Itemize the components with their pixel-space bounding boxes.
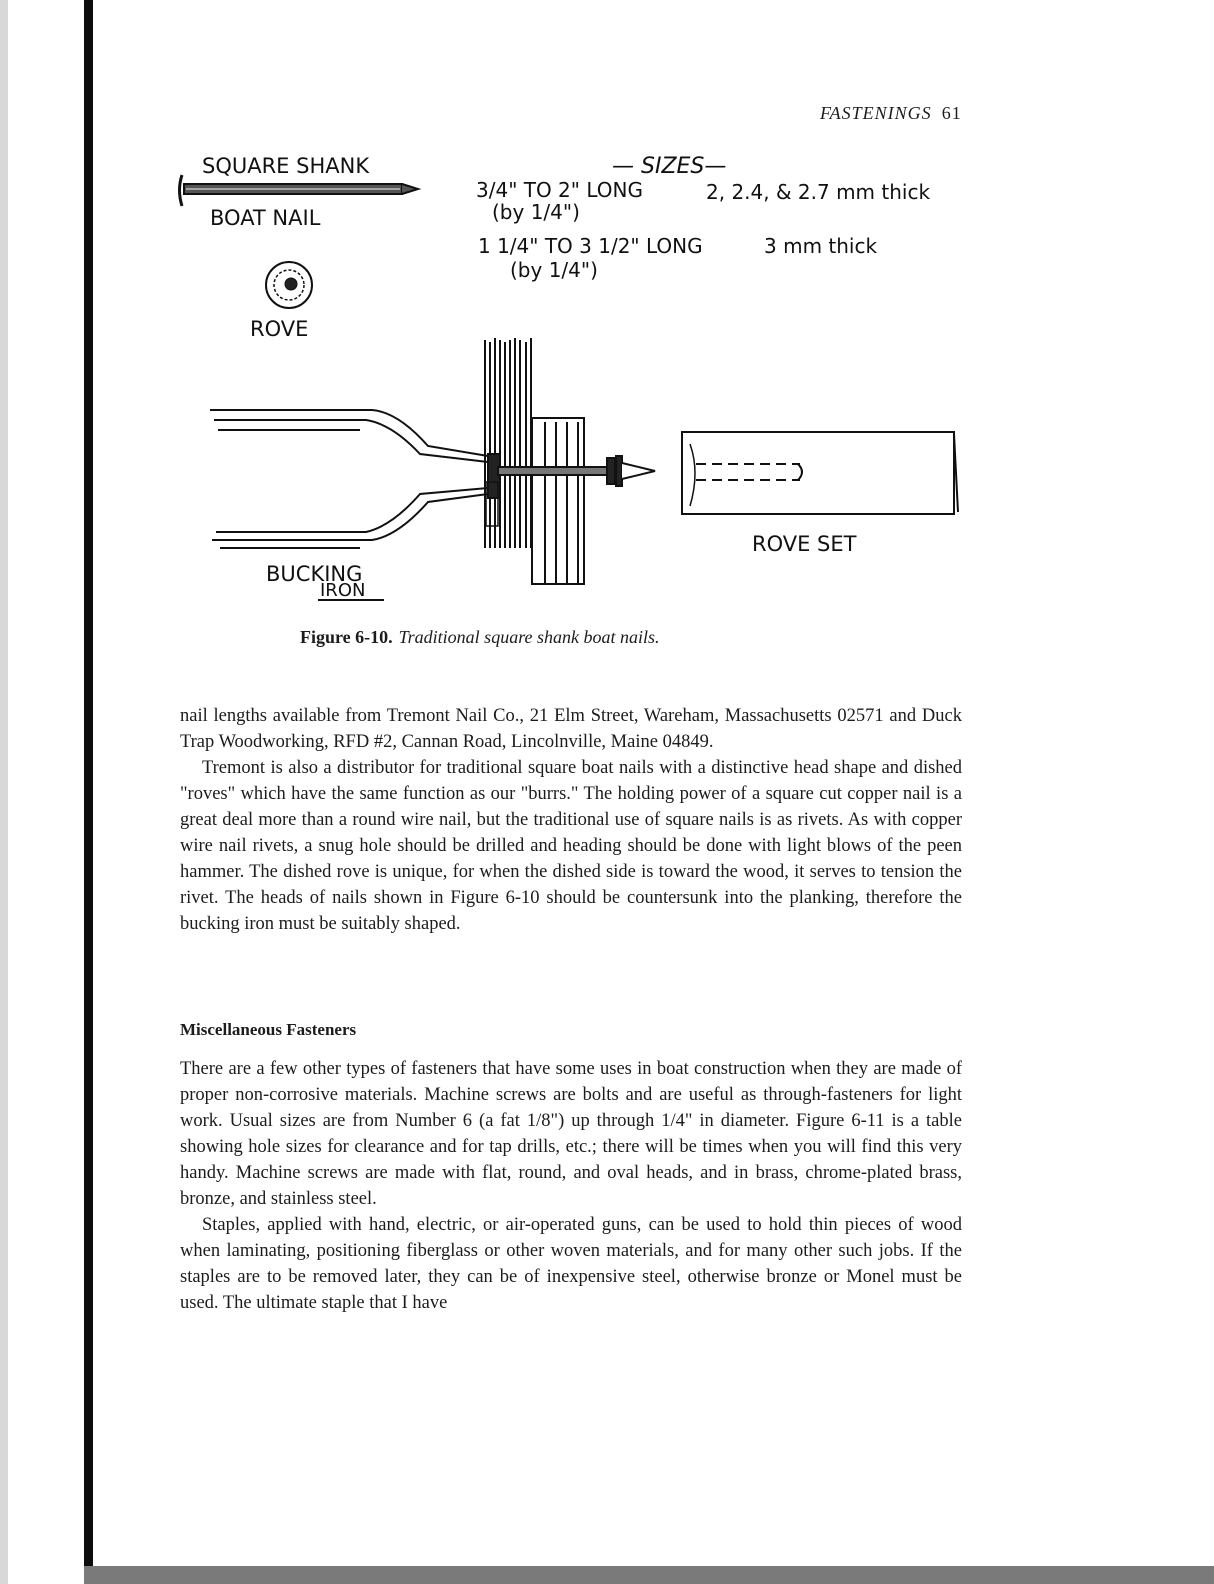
label-size1-thickness: 2, 2.4, & 2.7 mm thick	[706, 180, 931, 204]
plank-drawing	[485, 338, 531, 548]
label-rove-set: ROVE SET	[752, 532, 857, 556]
body-text-section	[180, 1056, 962, 1316]
section-heading: Miscellaneous Fasteners	[180, 1020, 357, 1039]
figure-6-10-illustration	[0, 0, 1214, 620]
running-head-section: FASTENINGS	[820, 103, 932, 123]
nail-through-drawing	[498, 456, 655, 486]
boat-nail-drawing	[180, 175, 419, 206]
label-size1-length: 3/4" TO 2" LONG	[476, 178, 643, 202]
paragraph: Staples, applied with hand, electric, or air-operated guns, can be used to hold thin pieces of wood when laminating, positioning fiberglass or other woven materials, and for many other such jobs. If the staples are to be removed later, they can be of inexpensive steel, otherwise bronze or Monel must be used. The ultimate staple that I have	[180, 1215, 962, 1313]
label-sizes-title: — SIZES—	[612, 154, 727, 179]
paragraph: Tremont is also a distributor for traditional square boat nails with a distinctive head shape and dished "roves" which have the same function as our "burrs." The holding power of a square cut copper nail is a great deal more than a round wire nail, but the traditional use of square nails is as rivets. As with copper wire nail rivets, a snug hole should be drilled and heading should be done with light blows of the peen hammer. The dished rove is unique, for when the dished side is toward the wood, it serves to tension the rivet. The heads of nails shown in Figure 6-10 should be countersunk into the planking, therefore the bucking iron must be suitably shaped.	[180, 758, 962, 934]
rove-set-drawing	[682, 432, 958, 514]
label-iron: IRON	[320, 580, 366, 601]
label-square-shank: SQUARE SHANK	[202, 154, 370, 178]
paragraph: There are a few other types of fasteners that have some uses in boat construction when they are made of proper non-corrosive materials. Machine screws are bolts and are useful as through-fasteners for light work. Usual sizes are from Number 6 (a fat 1/8") up through 1/4" in diameter. Figure 6-11 is a table showing hole sizes for clearance and for tap drills, etc.; there will be times when you will find this very handy. Machine screws are made with flat, round, and oval heads, and in brass, chrome-plated brass, bronze, and stainless steel.	[180, 1059, 962, 1209]
caption-label: Figure 6-10.	[300, 627, 393, 647]
frame-drawing	[532, 418, 584, 584]
figure-caption	[300, 627, 860, 648]
label-size1-step: (by 1/4")	[492, 200, 580, 224]
label-bucking: BUCKING	[266, 562, 363, 586]
rove-drawing	[266, 262, 312, 308]
label-size2-length: 1 1/4" TO 3 1/2" LONG	[478, 234, 703, 258]
scan-bottom-edge	[84, 1566, 1214, 1584]
page-number: 61	[941, 103, 962, 123]
paragraph: nail lengths available from Tremont Nail Co., 21 Elm Street, Wareham, Massachusetts 02571 and Duck Trap Woodworking, RFD #2, Cannan Road, Lincolnville, Maine 04849.	[180, 706, 962, 752]
label-size2-thickness: 3 mm thick	[764, 234, 878, 258]
body-text-top	[180, 703, 962, 937]
label-size2-step: (by 1/4")	[510, 258, 598, 282]
label-boat-nail: BOAT NAIL	[210, 206, 321, 230]
bucking-iron-drawing	[210, 410, 500, 548]
caption-text: Traditional square shank boat nails.	[398, 627, 660, 647]
label-rove: ROVE	[250, 317, 309, 341]
